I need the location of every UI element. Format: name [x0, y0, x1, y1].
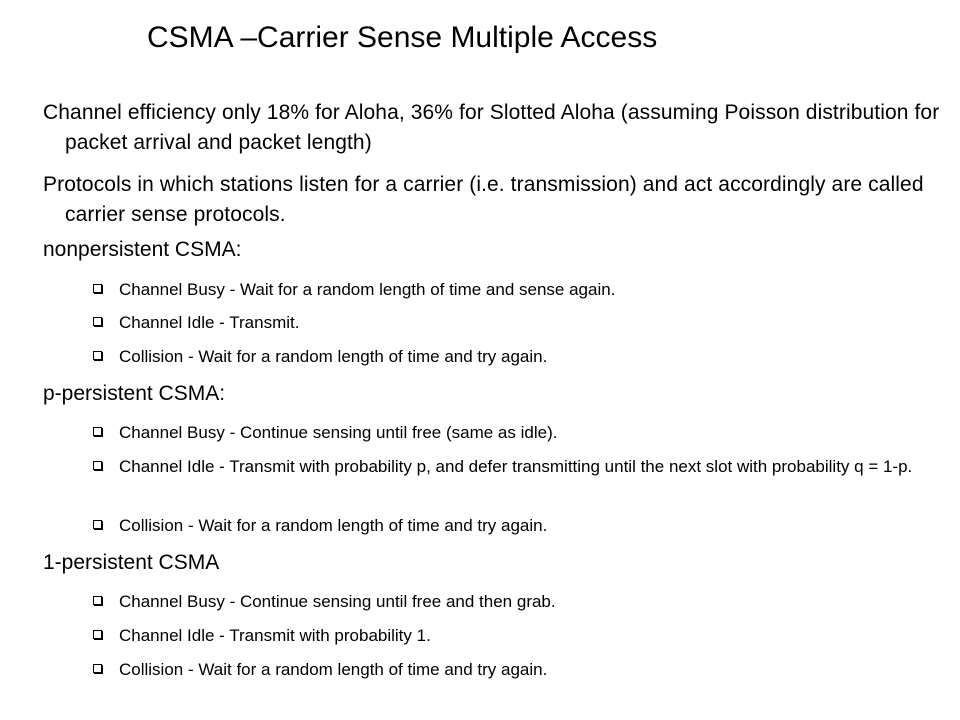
section-heading-p-persistent: p-persistent CSMA:: [43, 382, 226, 405]
list-item-text: Channel Idle - Transmit with probability p, and defer transmitting until the next slot with probability q = 1-p.: [119, 457, 913, 476]
list-item: [92, 589, 939, 614]
list-item-text: Channel Busy - Continue sensing until free and then grab.: [119, 592, 556, 611]
list-item-text: Collision - Wait for a random length of time and try again.: [119, 660, 548, 679]
paragraph-channel-efficiency: Channel efficiency only 18% for Aloha, 36% for Slotted Aloha (assuming Poisson distribution for packet arrival and packet length): [43, 101, 940, 154]
checkbox-bullet-icon: [93, 596, 102, 605]
checkbox-bullet-icon: [93, 664, 102, 673]
checkbox-bullet-icon: [93, 427, 102, 436]
list-item: [92, 420, 939, 445]
section-heading-nonpersistent: nonpersistent CSMA:: [43, 238, 242, 261]
checkbox-bullet-icon: [93, 284, 102, 293]
checkbox-bullet-icon: [93, 317, 102, 326]
list-item-text: Channel Idle - Transmit.: [119, 313, 300, 332]
list-item-text: Collision - Wait for a random length of time and try again.: [119, 516, 548, 535]
list-item-text: Channel Idle - Transmit with probability 1.: [119, 626, 431, 645]
list-item: [92, 454, 939, 479]
checkbox-bullet-icon: [93, 461, 102, 470]
list-item: [92, 513, 939, 538]
paragraph-carrier-sense: Protocols in which stations listen for a carrier (i.e. transmission) and act accordingly are called carrier sense protocols.: [43, 173, 924, 226]
slide-title: CSMA –Carrier Sense Multiple Access: [147, 21, 658, 54]
list-item: [92, 623, 939, 648]
checkbox-bullet-icon: [93, 630, 102, 639]
checkbox-bullet-icon: [93, 351, 102, 360]
list-item-text: Collision - Wait for a random length of time and try again.: [119, 347, 548, 366]
list-item: [92, 277, 939, 302]
list-item: [92, 310, 939, 335]
list-item: [92, 657, 939, 682]
section-heading-1-persistent: 1-persistent CSMA: [43, 551, 220, 574]
list-item-text: Channel Busy - Wait for a random length of time and sense again.: [119, 280, 616, 299]
checkbox-bullet-icon: [93, 520, 102, 529]
list-item-text: Channel Busy - Continue sensing until free (same as idle).: [119, 423, 558, 442]
list-item: [92, 344, 939, 369]
